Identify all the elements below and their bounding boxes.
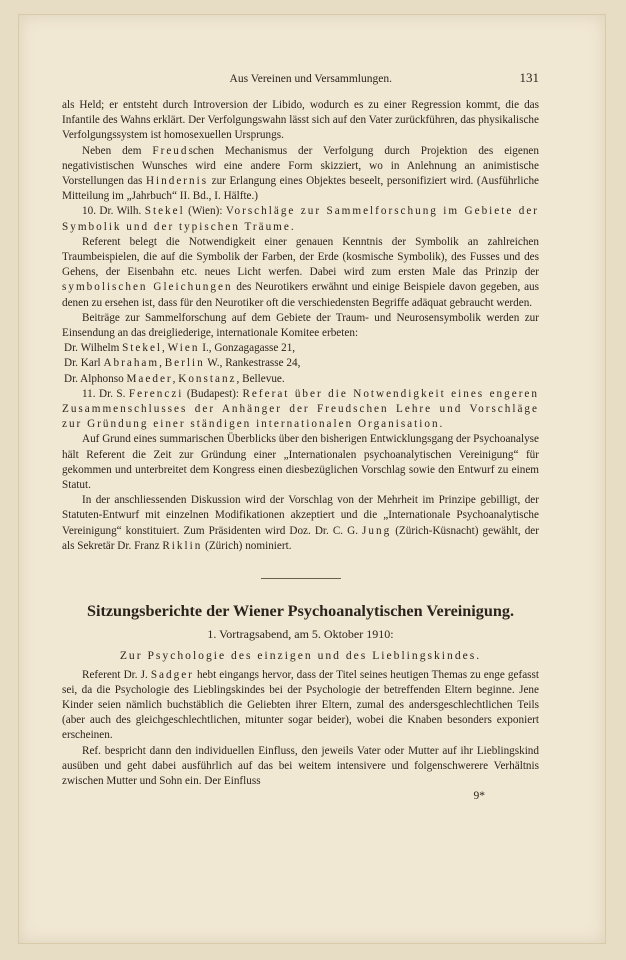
text-run: , Bellevue. bbox=[236, 372, 285, 385]
paragraph-10: Ref. bespricht dann den individuellen Einfluss, den jeweils Vater oder Mutter auf ihr Lieblingskind ausüben und geht dabei ausführlich auf das bei weitem intensivere und folgenschwerere Verhältnis zwischen Mutter und Sohn ein. Der Einfluss bbox=[62, 744, 539, 787]
address-line bbox=[64, 341, 539, 356]
text-run: Dr. Karl bbox=[64, 357, 104, 370]
session-line: 1. Vortragsabend, am 5. Oktober 1910: bbox=[207, 627, 394, 642]
paragraph-8 bbox=[62, 493, 539, 554]
address-line bbox=[64, 356, 539, 371]
address-list bbox=[62, 341, 539, 387]
spaced-term: symbolischen Gleichungen bbox=[62, 281, 233, 294]
text-run: , bbox=[172, 372, 179, 385]
page-content bbox=[62, 70, 539, 804]
text-run: Referent Dr. J. bbox=[82, 668, 151, 681]
talk-title: Zur Psychologie des einzigen und des Lieblingskindes. bbox=[119, 649, 482, 663]
text-run: Referent belegt die Notwendigkeit einer genauen Kenntnis der Symbolik an zahlreichen Traumbeispielen, die auf die Symbolik der Farben, der Erde (kosmische Symbolik), des Fusses und des Gehens, der Eisenbahn etc. neues Licht werfen. Dabei wird zum ersten Male das Prinzip der bbox=[62, 235, 539, 279]
page-sheet bbox=[18, 14, 606, 944]
text-run: Neben dem bbox=[82, 144, 153, 157]
paragraph-5: Beiträge zur Sammelforschung auf dem Gebiete der Traum- und Neurosensymbolik werden zur Einsendung an das dreigliederige, internationale Komitee erbeten: bbox=[62, 311, 539, 340]
paragraph-2 bbox=[62, 144, 539, 205]
section-divider bbox=[261, 578, 341, 579]
spaced-name: Jung bbox=[362, 524, 392, 537]
text-run: 11. Dr. S. bbox=[82, 387, 129, 400]
text-run: Dr. Alphonso bbox=[64, 372, 127, 385]
text-run: , bbox=[162, 342, 168, 355]
text-run: 10. Dr. Wilh. bbox=[82, 205, 145, 218]
text-run: W., Rankestrasse 24, bbox=[204, 357, 301, 370]
spaced-city: Wien bbox=[167, 342, 200, 355]
paragraph-7: Auf Grund eines summarischen Überblicks über den bisherigen Entwicklungsgang der Psychoanalyse hält Referent die Zeit zur Gründung einer „Internationalen psychoanalytischen Vereinigung“ für gekommen und unterbreitet dem Kongress einen diesbezüglichen Vorschlag sowie den Entwurf zu einem Statut. bbox=[62, 433, 539, 492]
spaced-name: Abraham bbox=[103, 357, 160, 370]
text-run: (Zürich-Küsnacht) gewählt, der als Sekretär Dr. Franz bbox=[62, 524, 539, 552]
spaced-name: Sadger bbox=[150, 668, 194, 681]
text-run: hebt eingangs hervor, dass der Titel seines heutigen Themas zu enge gefasst sei, da die Psychologie des Lieblingskindes bei der Psychologie der betreffenden Eltern beginne. Jene Kinder seien nämlich buchstäblich die Geliebten ihrer Eltern, zumal des andersgeschlechtlichen Teils (aber auch des gleichgeschlechtlichen, mitunter sogar beider), wobei die Knaben besonders exponiert erscheinen. bbox=[62, 668, 539, 742]
address-line bbox=[64, 372, 539, 387]
paragraph-4 bbox=[62, 235, 539, 311]
spaced-name: Stekel bbox=[144, 205, 185, 218]
page-number: 131 bbox=[519, 70, 539, 85]
text-run: zur Erlangung eines Objektes beseelt, personifiziert wird. (Ausführliche Mitteilung im „Jahrbuch“ II. Bd., I. Hälfte.) bbox=[62, 175, 540, 203]
spaced-title: Referat über die Notwendigkeit eines engeren Zusammenschlusses der Anhänger der Freudschen Lehre und Vorschläge zur Gründung einer ständigen internationalen Organisation. bbox=[62, 387, 539, 431]
item-11-heading bbox=[62, 387, 539, 433]
section-heading: Sitzungsberichte der Wiener Psychoanalytischen Vereinigung. bbox=[86, 602, 515, 621]
text-run: (Wien): bbox=[184, 205, 226, 218]
spaced-name: Riklin bbox=[162, 539, 203, 552]
spaced-name: Ferenczi bbox=[128, 387, 184, 400]
item-10-heading bbox=[62, 204, 539, 234]
text-run: (Zürich) nominiert. bbox=[202, 539, 292, 552]
spaced-word: Hindernis bbox=[145, 175, 209, 188]
running-head bbox=[62, 70, 539, 88]
text-run: , bbox=[159, 357, 165, 370]
text-run: In der anschliessenden Diskussion wird der Vorschlag von der Mehrheit im Prinzipe gebilligt, der Statuten-Entwurf mit einzelnen Modifikationen akzeptiert und die „Internationale Psychoanalytische Vereinigung“ konstituiert. Zum Präsidenten wird Doz. Dr. C. G. bbox=[62, 494, 539, 537]
running-title: Aus Vereinen und Versammlungen. bbox=[229, 73, 392, 85]
text-run: des Neurotikers erwähnt und einige Beispiele davon gegeben, aus denen zu ersehen ist, dass für den Neurotiker oft die verschiedensten Begriffe adäquat gebraucht werden. bbox=[62, 281, 540, 309]
signature-mark: 9* bbox=[473, 790, 485, 803]
paragraph-1: als Held; er entsteht durch Introversion der Libido, wodurch es zu einer Regression kommt, die das Infantile des Wahns erklärt. Der Verfolgungswahn lässt sich auf den Vater zurückführen, das physikalische Verfolgungssystem ist homosexuellen Ursprungs. bbox=[62, 99, 539, 142]
text-run: schen Mechanismus der Verfolgung durch Projektion des eigenen negativistischen Wunsches wird eine andere Form skizziert, wo in Anlehnung an animistische Vorstellungen das bbox=[62, 144, 539, 188]
spaced-city: Berlin bbox=[164, 357, 205, 370]
spaced-name: Stekel bbox=[122, 342, 163, 355]
text-run: I., Gonzagagasse 21, bbox=[199, 342, 296, 355]
spaced-name: Freud bbox=[152, 144, 189, 157]
spaced-title: Vorschläge zur Sammelforschung im Gebiete der Symbolik und der typischen Träume. bbox=[62, 205, 540, 233]
spaced-city: Konstanz bbox=[178, 372, 237, 385]
text-run: Dr. Wilhelm bbox=[64, 342, 123, 355]
spaced-name: Maeder bbox=[126, 372, 173, 385]
paragraph-9 bbox=[62, 668, 539, 744]
text-run: (Budapest): bbox=[183, 387, 243, 400]
